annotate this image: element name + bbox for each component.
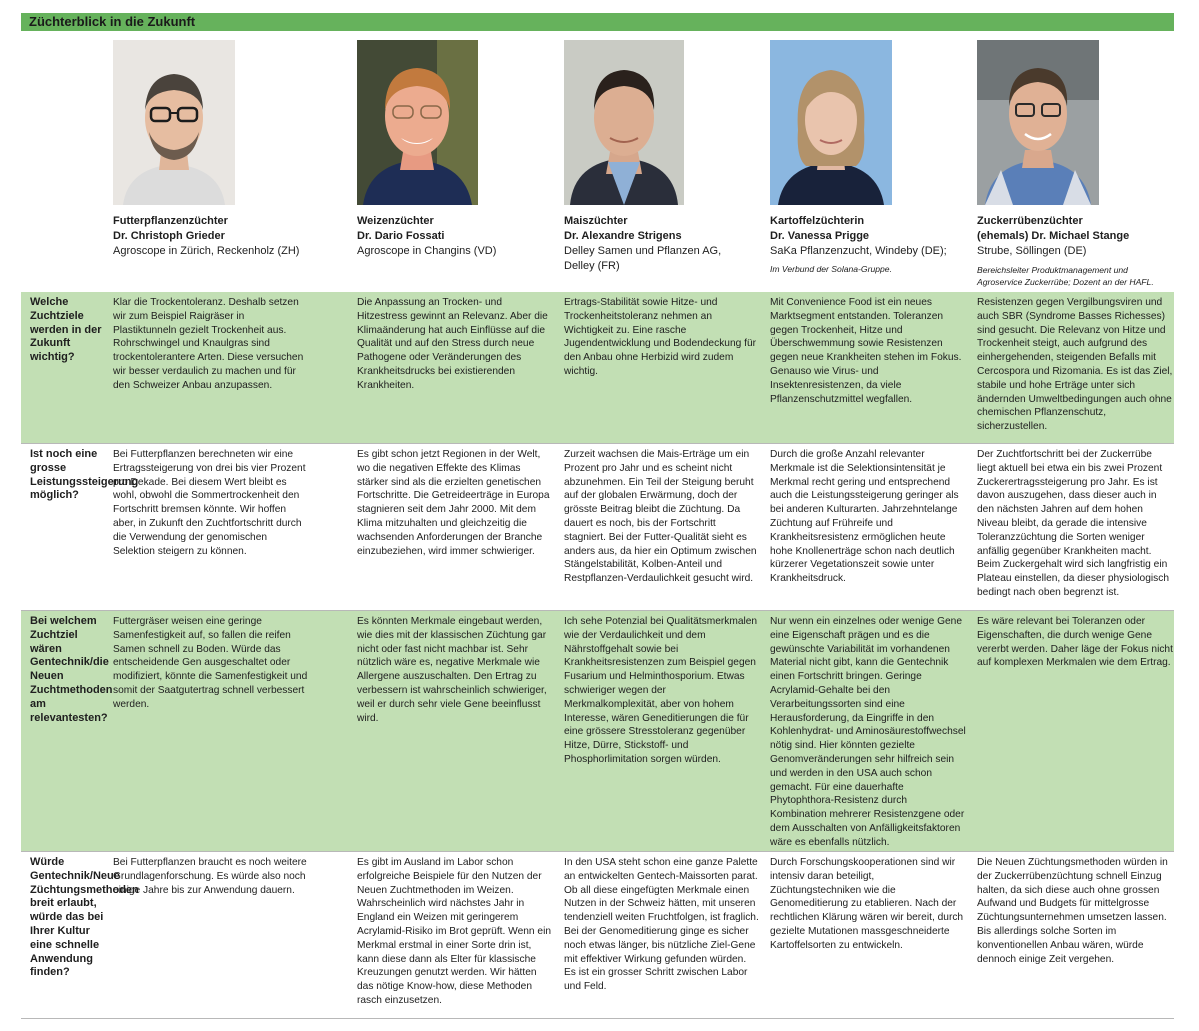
person-role: Kartoffelzüchterin	[770, 215, 865, 227]
answer-cell: Es gibt schon jetzt Regionen in der Welt, wo die negativen Effekte des Klimas stärker sind als die erzielten genetischen Fortschritte. Die Getreideerträge in Europa stagnieren seit dem Jahr 2000. Mit dem Klima mitzuhalten und gleichzeitig die wachsenden Anforderungen der Branche einzubeziehen, wird immer schwieriger.	[357, 449, 550, 557]
answer-cell: Bei Futterpflanzen berechneten wir eine Ertragssteigerung von drei bis vier Prozent pro Dekade. Bei diesem Wert bleibt es wohl, obwohl die Sommertrockenheit den Fortschritt bremsen könnte. Wir hoffen aber, in Zukunft den Zuchtfortschritt durch die Verwendung der genomischen Selektion steigern zu können.	[113, 449, 306, 557]
question-1: Welche Zuchtziele werden in der Zukunft wichtig?	[30, 296, 102, 364]
table-bottom-rule	[21, 1018, 1174, 1019]
answer-cell: Resistenzen gegen Vergilbungsviren und auch SBR (Syndrome Basses Richesses) sind gesucht. Die Relevanz von Hitze und Trockenheit steigt, auch aufgrund des einhergehenden, steigenden Befalls mit Cercospora und Rizomania. Es ist das Ziel, stabile und hohe Erträge unter sich ändernden Umweltbedingungen auch ohne chemischen Pflanzenschutz, sicherzustellen.	[977, 297, 1173, 433]
person-affiliation: Agroscope in Zürich, Reckenholz (ZH)	[113, 245, 300, 257]
person-role: Weizenzüchter	[357, 215, 434, 227]
portrait-photo-strigens	[564, 40, 684, 205]
section-title: Züchterblick in die Zukunft	[21, 13, 1174, 31]
answer-cell: Mit Convenience Food ist ein neues Marktsegment entstanden. Toleranzen gegen Trockenheit, Hitze und Überschwemmung sowie Resistenzen gegen neue Krankheiten stehen im Fokus. Genauso wie Virus- und Insektenresistenzen, da viele Pflanzenschutzmittel wegfallen.	[770, 297, 962, 405]
answer-cell: Nur wenn ein einzelnes oder wenige Gene eine Eigenschaft prägen und es die gewünschte Variabilität im vorhandenen Material nicht gibt, kann die Gentechnik einen Fortschritt bringen. Geringe Acrylamid-Gehalte bei den Verarbeitungssorten sind eine Herausforderung, da Eingriffe in den Kohlenhydrat- und Aminosäurestoffwechsel nötig sind. Hier könnten gezielte Genomveränderungen sehr hilfreich sein und werden in den USA auch schon gemacht. Für eine dauerhafte Phytophthora-Resistenz durch Kombination mehrerer Resistenzgene oder dem Ausschalten von Anfälligkeitsfaktoren wäre es ebenfalls nützlich.	[770, 616, 966, 848]
person-role: Zuckerrübenzüchter	[977, 215, 1083, 227]
person-caption-fossati	[357, 214, 552, 259]
person-affiliation: Strube, Söllingen (DE)	[977, 245, 1087, 257]
person-affiliation: Agroscope in Changins (VD)	[357, 245, 497, 257]
answer-cell: Futtergräser weisen eine geringe Samenfestigkeit auf, so fallen die reifen Samen schnell zu Boden. Würde das entscheidende Gen ausgeschaltet oder modifiziert, könnte die Samenfestigkeit und somit der Saatgutertrag schnell verbessert werden.	[113, 616, 308, 710]
answer-cell: In den USA steht schon eine ganze Palette an entwickelten Gentech-Maissorten parat. Ob all diese eingefügten Merkmale einen Nutzen in der Schweiz hätten, mit unseren tendenziell weiten Fruchtfolgen, ist fraglich. Bei der Genomeditierung ginge es sicher noch etwas länger, bis nützliche Ziel-Gene mit effektiver Wirkung gefunden würden. Es ist ein grosser Schritt zwischen Labor und Feld.	[564, 857, 759, 993]
answer-cell: Klar die Trockentoleranz. Deshalb setzen wir zum Beispiel Raigräser in Plastiktunneln gezielt Trockenheit aus. Rohrschwingel und Knaulgras sind trockentolerantere Arten. Diese versuchen wir besser verdaulich zu machen und für den Schweizer Anbau anzupassen.	[113, 297, 304, 391]
person-name: Dr. Vanessa Prigge	[770, 230, 870, 242]
person-role: Futterpflanzenzüchter	[113, 215, 228, 227]
person-note: Bereichsleiter Produktmanagement und Agroservice Zuckerrübe; Dozent an der HAFL.	[977, 265, 1154, 287]
person-name: Dr. Christoph Grieder	[113, 230, 225, 242]
person-name: Dr. Alexandre Strigens	[564, 230, 682, 242]
person-caption-stange	[977, 214, 1167, 288]
person-caption-strigens	[564, 214, 739, 274]
question-3: Bei welchem Zuchtziel wären Gentechnik/die Neuen Zuchtmethoden am relevantesten?	[30, 615, 113, 724]
answer-cell: Durch die große Anzahl relevanter Merkmale ist die Selektionsintensität je Merkmal recht gering und entsprechend auch die Leistungssteigerung geringer als bei anderen Kulturarten. Jahrzehntelange Züchtung auf Frühreife und Krankheitsresistenz ermöglichen heute hohe Knollenerträge schon nach deutlich kürzerer Vegetationszeit sowie unter Krankheitsdruck.	[770, 449, 959, 585]
question-2: Ist noch eine grosse Leistungssteigerung möglich?	[30, 448, 139, 502]
answer-cell: Es gibt im Ausland im Labor schon erfolgreiche Beispiele für den Nutzen der Neuen Zuchtmethoden im Weizen. Wahrscheinlich wird nächstes Jahr in England ein Weizen mit geringerem Acrylamid-Risiko im Brot geprüft. Wenn ein Merkmal erstmal in einer Sorte drin ist, kann diese dann als Elter für klassische Kreuzungen genutzt werden. Wir hätten das nötige Know-how, diese Methoden rasch einzusetzen.	[357, 857, 552, 1006]
answer-cell: Zurzeit wachsen die Mais-Erträge um ein Prozent pro Jahr und es scheint nicht abzunehmen. Ein Teil der Steigung beruht auf der globalen Erwärmung, doch der grösste Beitrag bleibt die Züchtung. Da dauert es noch, bis der Fortschritt stagniert. Bei der Futter-Qualität sieht es anders aus, da hier ein Optimum zwischen Stängelstabilität, Kolben-Anteil und Restpflanzen-Verdaulichkeit gesucht wird.	[564, 449, 757, 585]
answer-cell: Die Neuen Züchtungsmethoden würden in der Zuckerrübenzüchtung schnell Einzug halten, da sich diese auch ohne grossen Aufwand und Budgets für mittelgrosse Züchtungsunternehmen umsetzen lassen. Bis allerdings solche Sorten im konventionellen Anbau wären, würde dennoch einige Zeit vergehen.	[977, 857, 1168, 965]
portrait-photo-grieder	[113, 40, 235, 205]
answer-cell: Durch Forschungskooperationen sind wir intensiv daran beteiligt, Züchtungstechniken wie die Genomeditierung zu etablieren. Nach der rechtlichen Klärung wären wir bereit, durch gezielte Mutationen massgeschneiderte Kartoffelsorten zu entwickeln.	[770, 857, 964, 951]
person-affiliation: Delley Samen und Pflanzen AG, Delley (FR)	[564, 245, 722, 272]
portrait-photo-fossati	[357, 40, 478, 205]
answer-cell: Bei Futterpflanzen braucht es noch weitere Grundlagenforschung. Es würde also noch einige Jahre bis zur Anwendung dauern.	[113, 857, 307, 896]
answer-cell: Der Zuchtfortschritt bei der Zuckerrübe liegt aktuell bei etwa ein bis zwei Prozent Zuckerertragssteigerung pro Jahr. Es ist davon auszugehen, dass dieser auch in den nächsten Jahren auf dem hohen Niveau bleibt, da gerade die intensive Toleranzzüchtung die Sorten weniger anfällig gegenüber Krankheiten macht. Beim Zuckergehalt wird sich langfristig ein Plateau einstellen, da dieser physiologisch bedingt nach oben begrenzt ist.	[977, 449, 1169, 598]
row-divider	[21, 443, 1174, 444]
answer-cell: Es wäre relevant bei Toleranzen oder Eigenschaften, die durch wenige Gene vererbt werden. Daher läge der Fokus nicht auf komplexen Merkmalen wie dem Ertrag.	[977, 616, 1173, 669]
person-name: (ehemals) Dr. Michael Stange	[977, 230, 1130, 242]
person-caption-grieder	[113, 214, 308, 259]
answer-cell: Die Anpassung an Trocken- und Hitzestress gewinnt an Relevanz. Aber die Klimaänderung hat auch Einflüsse auf die Qualität und auf den Stress durch neue Pathogene oder Veränderungen des Krankheitsdrucks bei existierenden Krankheiten.	[357, 297, 548, 391]
person-role: Maiszüchter	[564, 215, 628, 227]
portrait-photo-stange	[977, 40, 1099, 205]
person-caption-prigge	[770, 214, 970, 275]
person-name: Dr. Dario Fossati	[357, 230, 445, 242]
answer-cell: Es könnten Merkmale eingebaut werden, wie dies mit der klassischen Züchtung gar nicht oder fast nicht machbar ist. Sehr nützlich wäre es, negative Merkmale wie Allergene auszuschalten. Den Ertrag zu verbessern ist wahrscheinlich schwieriger, weil er durch sehr viele Gene beeinflusst wird.	[357, 616, 547, 724]
person-note: Im Verbund der Solana-Gruppe.	[770, 264, 892, 274]
person-affiliation: SaKa Pflanzenzucht, Windeby (DE);	[770, 245, 947, 257]
row-divider	[21, 851, 1174, 852]
portrait-photo-prigge	[770, 40, 892, 205]
question-4: Würde Gentechnik/Neue Züchtungsmethoden breit erlaubt, würde das bei Ihrer Kultur eine schnelle Anwendung finden?	[30, 856, 139, 979]
answer-cell: Ich sehe Potenzial bei Qualitätsmerkmalen wie der Verdaulichkeit und dem Nährstoffgehalt sowie bei Krankheitsresistenzen zum Beispiel gegen Fusarium und Helminthosporium. Etwas schwieriger wegen der Merkmalkomplexität, aber von hohem Interesse, wären Geneditierungen die für eine grössere Stresstoleranz gegenüber Hitze, Dürre, Stickstoff- und Phosphorlimitation sorgen würden.	[564, 616, 758, 765]
answer-cell: Ertrags-Stabilität sowie Hitze- und Trockenheitstoleranz nehmen an Wichtigkeit zu. Eine rasche Jugendentwicklung und Bodendeckung für den Anbau ohne Herbizid wird zudem wichtig.	[564, 297, 757, 377]
